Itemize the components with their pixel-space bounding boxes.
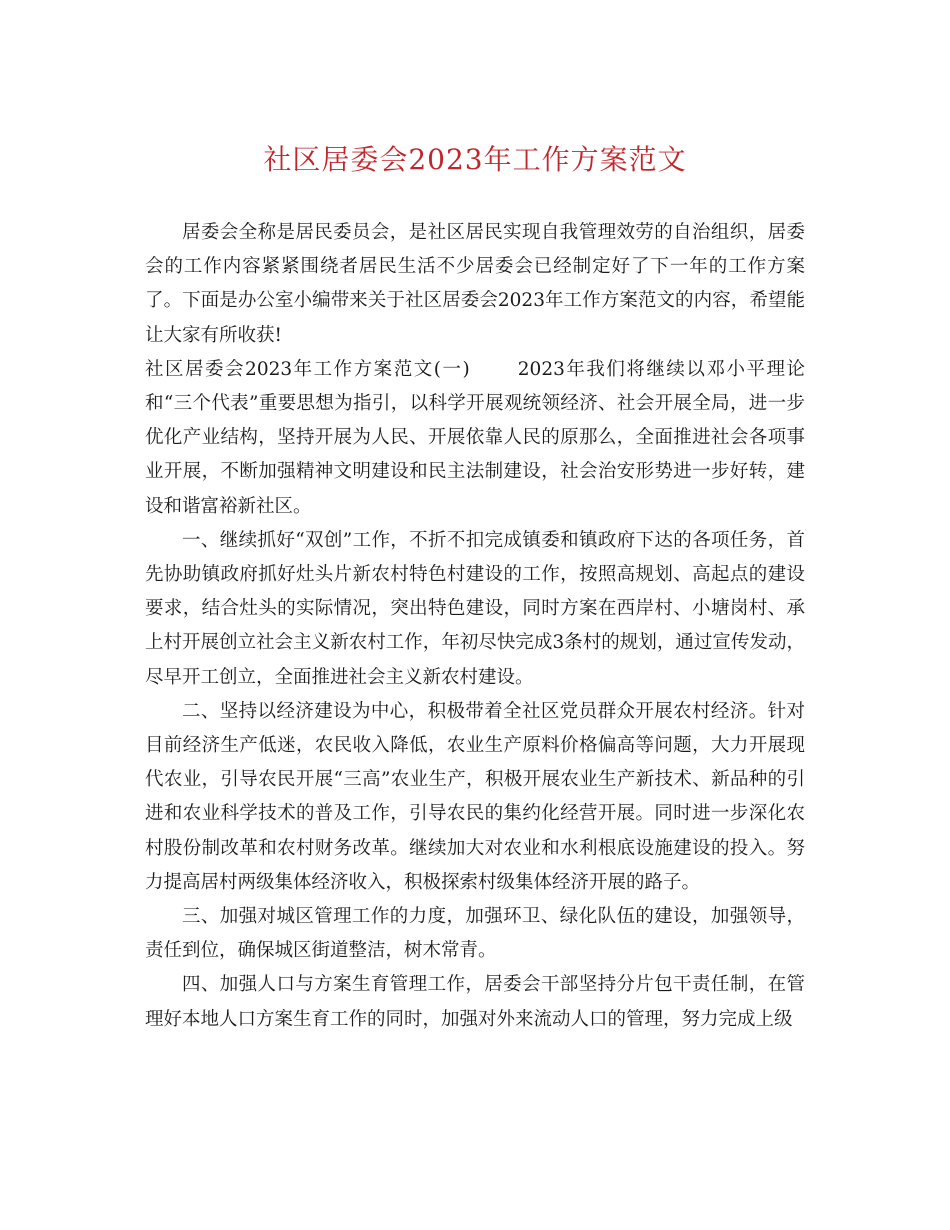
section-one-text: 2023年我们将继续以邓小平理论和“三个代表”重要思想为指引，以科学开展观统领经济、社会开展全局，进一步优化产业结构，坚持开展为人民、开展依靠人民的原那么，全面推进社会各项事业开展，不断加强精神文明建设和民主法制建设，社会治安形势进一步好转，建设和谐富裕新社区。 [145, 358, 805, 517]
item-4-paragraph: 四、加强人口与方案生育管理工作，居委会干部坚持分片包干责任制，在管理好本地人口方案生育工作的同时，加强对外来流动人口的管理，努力完成上级 [145, 974, 805, 1030]
item-3-paragraph: 三、加强对城区管理工作的力度，加强环卫、绿化队伍的建设，加强领导，责任到位，确保城区街道整洁，树木常青。 [145, 906, 805, 962]
section-one-heading: 社区居委会2023年工作方案范文(一) [145, 358, 470, 380]
item-2-paragraph: 二、坚持以经济建设为中心，积极带着全社区党员群众开展农村经济。针对目前经济生产低迷，农民收入降低，农业生产原料价格偏高等问题，大力开展现代农业，引导农民开展“三高”农业生产，积极开展农业生产新技术、新品种的引进和农业科学技术的普及工作，引导农民的集约化经营开展。同时进一步深化农村股份制改革和农村财务改革。继续加大对农业和水利根底设施建设的投入。努力提高居村两级集体经济收入，积极探索村级集体经济开展的路子。 [145, 700, 805, 893]
document-title: 社区居委会2023年工作方案范文 [263, 143, 687, 176]
section-one-paragraph [145, 353, 805, 524]
document-body [145, 216, 805, 1037]
item-1-paragraph: 一、继续抓好“双创”工作，不折不扣完成镇委和镇政府下达的各项任务，首先协助镇政府抓好灶头片新农村特色村建设的工作，按照高规划、高起点的建设要求，结合灶头的实际情况，突出特色建设，同时方案在西岸村、小塘岗村、承上村开展创立社会主义新农村工作，年初尽快完成3条村的规划，通过宣传发动，尽早开工创立，全面推进社会主义新农村建设。 [145, 529, 805, 688]
intro-paragraph: 居委会全称是居民委员会，是社区居民实现自我管理效劳的自治组织，居委会的工作内容紧紧围绕者居民生活不少居委会已经制定好了下一年的工作方案了。下面是办公室小编带来关于社区居委会2023年工作方案范文的内容，希望能让大家有所收获! [145, 222, 805, 346]
